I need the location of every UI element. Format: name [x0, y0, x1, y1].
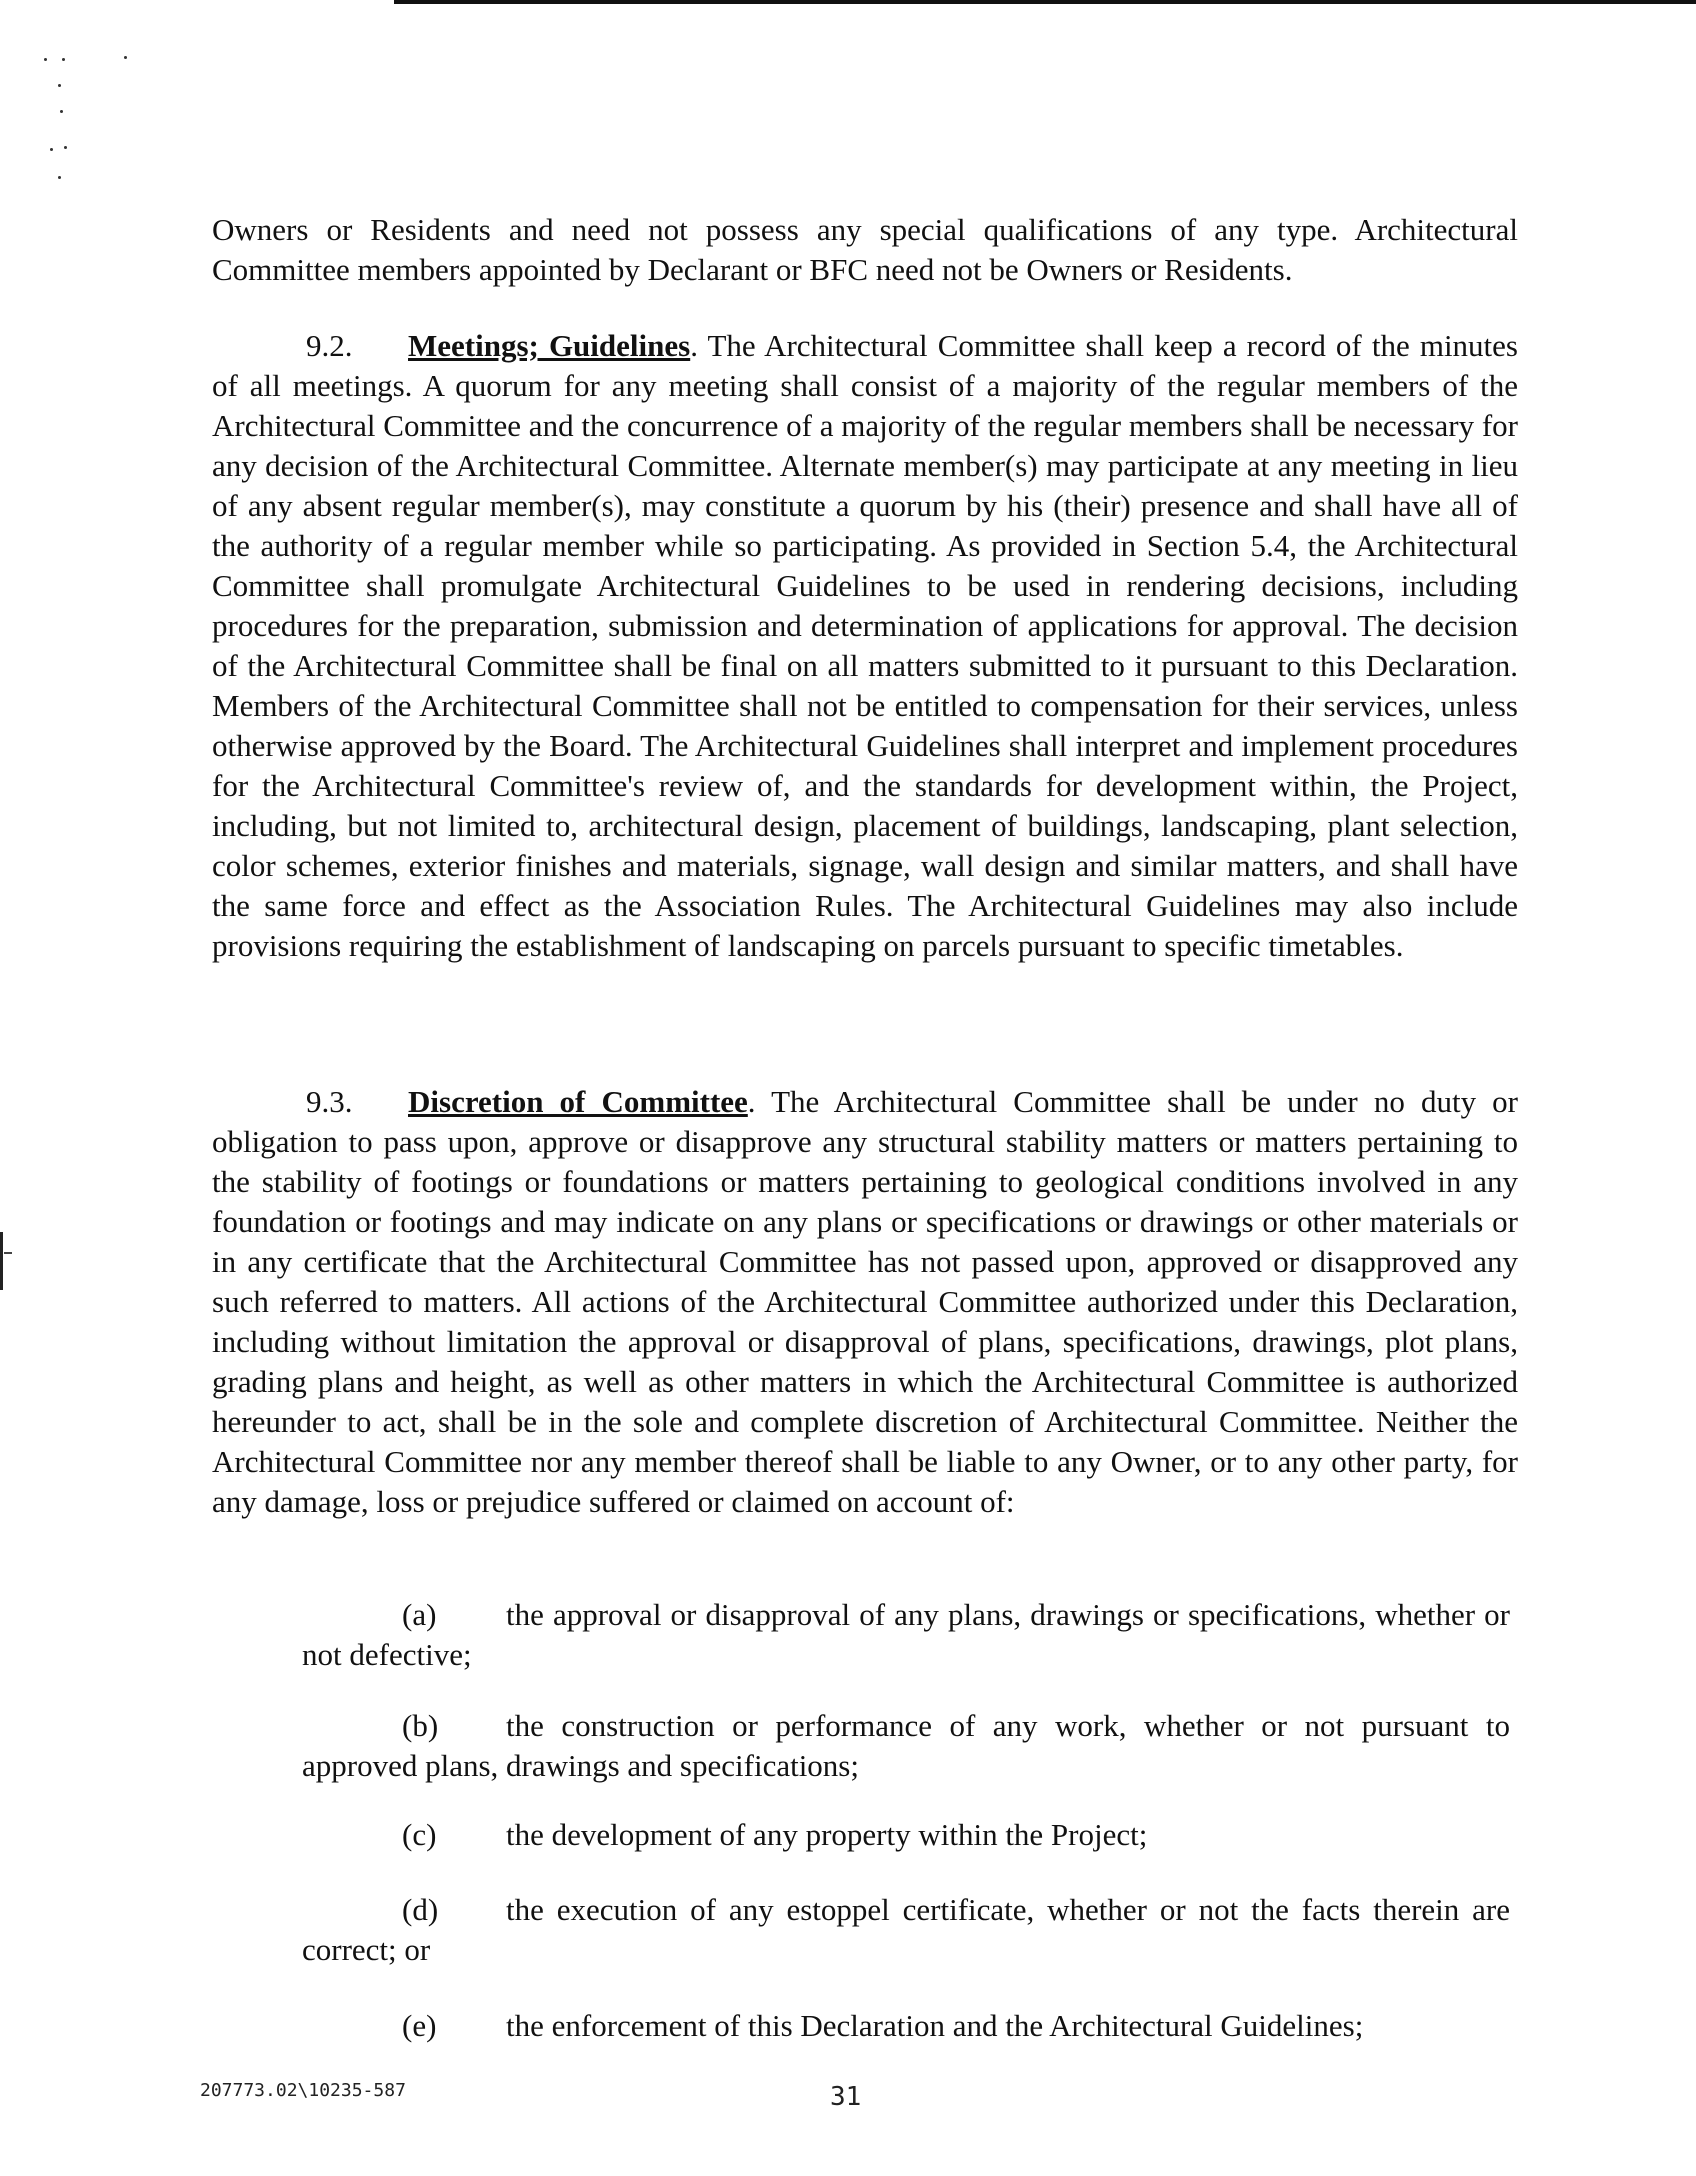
binding-tick [4, 1252, 12, 1254]
list-item-text: the enforcement of this Declaration and the Architectural Guidelines; [506, 2008, 1364, 2043]
list-item-label: (b) [402, 1708, 439, 1743]
list-item-text: the construction or performance of any work, whether or not pursuant to approved plans, drawings and specifications; [302, 1708, 1510, 1783]
section-body: . The Architectural Committee shall be under no duty or obligation to pass upon, approve or disapprove any structural stability matters or matters pertaining to the stability of footings or foundations or matters pertaining to geological conditions involved in any foundation or footings and may indicate on any plans or specifications or drawings or other materials or in any certificate that the Architectural Committee has not passed upon, approved or disapproved any such referred to matters. All actions of the Architectural Committee authorized under this Declaration, including without limitation the approval or disapproval of plans, specifications, drawings, plot plans, grading plans and height, as well as other matters in which the Architectural Committee is authorized hereunder to act, shall be in the sole and complete discretion of Architectural Committee. Neither the Architectural Committee nor any member thereof shall be liable to any Owner, or to any other party, for any damage, loss or prejudice suffered or claimed on account of: [212, 1084, 1518, 1519]
continuation-paragraph [212, 210, 1518, 290]
list-item-label: (a) [402, 1597, 437, 1632]
section-number: 9.3. [306, 1084, 353, 1119]
continuation-text: Owners or Residents and need not possess any special qualifications of any type. Architectural Committee members appointed by Declarant or BFC need not be Owners or Residents. [212, 212, 1518, 287]
section-body: . The Architectural Committee shall keep a record of the minutes of all meetings. A quorum for any meeting shall consist of a majority of the regular members of the Architectural Committee and the concurrence of a majority of the regular members shall be necessary for any decision of the Architectural Committee. Alternate member(s) may participate at any meeting in lieu of any absent regular member(s), may constitute a quorum by his (their) presence and shall have all of the authority of a regular member while so participating. As provided in Section 5.4, the Architectural Committee shall promulgate Architectural Guidelines to be used in rendering decisions, including procedures for the preparation, submission and determination of applications for approval. The decision of the Architectural Committee shall be final on all matters submitted to it pursuant to this Declaration. Members of the Architectural Committee shall not be entitled to compensation for their services, unless otherwise approved by the Board. The Architectural Guidelines shall interpret and implement procedures for the Architectural Committee's review of, and the standards for development within, the Project, including, but not limited to, architectural design, placement of buildings, landscaping, plant selection, color schemes, exterior finishes and materials, signage, wall design and similar matters, and shall have the same force and effect as the Association Rules. The Architectural Guidelines may also include provisions requiring the establishment of landscaping on parcels pursuant to specific timetables. [212, 328, 1518, 963]
section-9-3 [212, 1082, 1518, 1522]
binding-mark [0, 1232, 3, 1290]
list-item-label: (c) [402, 1817, 437, 1852]
list-item-text: the development of any property within the Project; [506, 1817, 1148, 1852]
section-heading: Discretion of Committee [408, 1084, 748, 1119]
list-item-text: the approval or disapproval of any plans, drawings or specifications, whether or not defective; [302, 1597, 1510, 1672]
list-item-label: (e) [402, 2008, 437, 2043]
page-number: 31 [830, 2082, 862, 2112]
document-id: 207773.02\10235-587 [200, 2080, 406, 2101]
list-item-label: (d) [402, 1892, 439, 1927]
section-number: 9.2. [306, 328, 353, 363]
list-item-text: the execution of any estoppel certificate, whether or not the facts therein are correct; or [302, 1892, 1510, 1967]
section-9-2 [212, 326, 1518, 966]
list-item [302, 1890, 1510, 1970]
list-item [302, 2006, 1510, 2046]
list-item [302, 1595, 1510, 1675]
list-item [302, 1706, 1510, 1786]
list-item [302, 1815, 1510, 1855]
top-border-line [394, 0, 1696, 4]
section-heading: Meetings; Guidelines [408, 328, 691, 363]
